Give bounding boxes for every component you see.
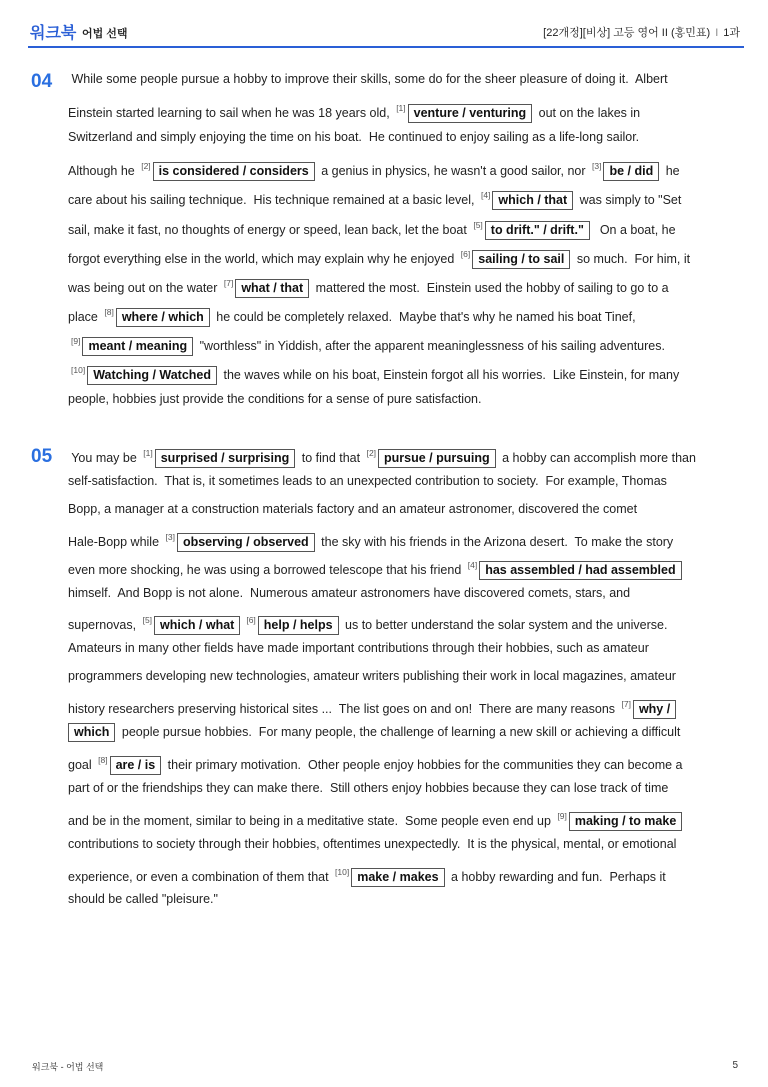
grammar-choice-box[interactable]: has assembled / had assembled (479, 561, 681, 580)
passage-line (68, 778, 668, 798)
page-number: 5 (732, 1060, 738, 1071)
grammar-choice-box[interactable]: pursue / pursuing (378, 449, 496, 468)
passage-line (68, 555, 685, 575)
passage-text: should be called "pleisure." (68, 892, 218, 907)
blank-number: [5] (142, 615, 153, 626)
blank-number: [10] (71, 365, 86, 375)
passage-line (68, 722, 680, 742)
passage-text: experience, or even a combination of them that (68, 869, 333, 884)
passage-text: forgot everything else in the world, which may explain why he enjoyed (68, 251, 458, 266)
passage-text: Bopp, a manager at a construction materials factory and an amateur astronomer, discovered the comet (68, 501, 638, 516)
grammar-choice-box[interactable]: make / makes (351, 868, 444, 887)
passage-text: "worthless" in Yiddish, after the apparent meaninglessness of his sailing adventures. (196, 338, 665, 353)
grammar-choice-box[interactable]: meant / meaning (82, 337, 193, 356)
passage-text: was simply to "Set (576, 193, 682, 208)
course-title: [22개정][비상] 고등 영어 II (홍민표) (543, 27, 711, 39)
passage-text: their primary motivation. Other people enjoy hobbies for the communities they can become a (164, 757, 683, 772)
passage-text: Switzerland and simply enjoying the time on his boat. He continued to enjoy sailing as a life-long sailor. (68, 130, 640, 145)
blank-number: [8] (98, 754, 108, 765)
passage-line (68, 156, 680, 179)
passage-line (68, 215, 676, 235)
passage-line (68, 806, 685, 826)
grammar-choice-box[interactable]: be / did (603, 162, 659, 181)
grammar-choice-box[interactable]: what / that (235, 279, 309, 298)
passage-text: to find that (298, 451, 364, 465)
lesson-label: 1과 (723, 27, 740, 39)
passage-text: On a boat, he (592, 222, 676, 237)
passage-line (68, 127, 639, 147)
question-number: 04 (31, 71, 53, 92)
passage-line (68, 750, 683, 770)
blank-number: [7] (621, 699, 631, 710)
passage-text: You may be (68, 451, 141, 465)
passage-line (68, 638, 649, 658)
passage-text: he (662, 164, 680, 179)
passage-text: the sky with his friends in the Arizona desert. To make the story (317, 534, 674, 549)
grammar-choice-box[interactable]: which / what (154, 616, 240, 635)
brand-title: 워크북 (30, 25, 77, 42)
grammar-choice-box[interactable]: is considered / considers (153, 162, 315, 181)
grammar-choice-box[interactable]: why / (633, 700, 676, 719)
blank-number: [9] (71, 335, 81, 346)
passage-line (68, 499, 637, 519)
passage-text: us to better understand the solar system and the universe. (341, 618, 668, 633)
passage-text: mattered the most. Einstein used the hobby of sailing to go to a (312, 280, 669, 295)
passage-text: the waves while on his boat, Einstein forgot all his worries. Like Einstein, for many (220, 368, 680, 382)
passage-text: people pursue hobbies. For many people, the challenge of learning a new skill or achieving a difficult (118, 725, 681, 739)
passage-line (68, 98, 641, 121)
blank-number: [5] (473, 219, 483, 230)
passage-text: Hale-Bopp while (68, 534, 163, 549)
blank-number: [1] (143, 448, 153, 458)
grammar-choice-box[interactable]: surprised / surprising (155, 449, 296, 468)
passage-line (68, 331, 665, 351)
passage-line (68, 389, 481, 409)
passage-text: Although he (68, 164, 139, 179)
grammar-choice-box[interactable]: which (68, 723, 115, 742)
passage-text: While some people pursue a hobby to improve their skills, some do for the sheer pleasure of doing it. Albert (68, 72, 668, 86)
passage-line (68, 834, 676, 854)
passage-line (68, 862, 666, 882)
passage-line (68, 273, 669, 293)
passage-text: supernovas, (68, 618, 140, 633)
passage-text: himself. And Bopp is not alone. Numerous amateur astronomers have discovered comets, stars, and (68, 585, 631, 600)
passage-line (68, 694, 679, 717)
passage-text: he could be completely relaxed. Maybe that's why he named his boat Tinef, (212, 309, 636, 324)
grammar-choice-box[interactable]: which / that (492, 191, 573, 210)
grammar-choice-box[interactable]: help / helps (258, 616, 339, 635)
page-header (28, 20, 744, 46)
passage-text: a hobby can accomplish more than (498, 451, 696, 465)
passage-text: Amateurs in many other fields have made important contributions through their hobbies, such as amateur (68, 641, 649, 656)
passage-text: part of or the friendships they can make there. Still others enjoy hobbies because they can lose track of time (68, 780, 669, 795)
passage-text: was being out on the water (68, 280, 221, 295)
passage-text: so much. For him, it (573, 251, 691, 266)
passage-text: a genius in physics, he wasn't a good sailor, nor (317, 164, 590, 179)
grammar-choice-box[interactable]: are / is (110, 756, 162, 775)
course-info (543, 24, 740, 40)
passage-text: programmers developing new technologies, amateur writers publishing their work in local magazines, amateur (68, 669, 676, 684)
passage-text: out on the lakes in (535, 106, 641, 121)
passage-line (68, 610, 668, 633)
grammar-choice-box[interactable]: sailing / to sail (472, 250, 570, 269)
passage-line (68, 666, 676, 686)
blank-number: [4] (480, 190, 491, 201)
section-subtitle: 어법 선택 (82, 28, 128, 40)
blank-number: [2] (366, 448, 377, 458)
passage-line (68, 360, 679, 380)
blank-number: [3] (165, 531, 175, 542)
blank-number: [7] (223, 277, 234, 288)
passage-text: and be in the moment, similar to being in a meditative state. Some people even end up (68, 813, 555, 828)
passage-line (68, 302, 636, 322)
blank-number: [1] (396, 103, 406, 114)
blank-number: [10] (335, 866, 350, 877)
passage-text: goal (68, 757, 96, 772)
blank-number: [8] (104, 306, 114, 317)
blank-number: [9] (557, 810, 567, 821)
header-divider (28, 46, 744, 48)
question-number: 05 (31, 446, 53, 467)
passage-line (68, 185, 682, 208)
grammar-choice-box[interactable]: where / which (116, 308, 210, 327)
passage-text: even more shocking, he was using a borrowed telescope that his friend (68, 562, 465, 577)
passage-line (68, 443, 696, 463)
passage-line (68, 244, 690, 264)
passage-text: a hobby rewarding and fun. Perhaps it (447, 869, 666, 884)
grammar-choice-box[interactable]: Watching / Watched (87, 366, 217, 385)
passage-text: self-satisfaction. That is, it sometimes leads to an unexpected contribution to society. For example, Thomas (68, 473, 667, 488)
footer-label: 워크북 - 어법 선택 (32, 1062, 104, 1072)
blank-number: [6] (246, 615, 256, 626)
blank-number: [2] (141, 161, 151, 172)
grammar-choice-box[interactable]: to drift." / drift." (485, 221, 590, 240)
passage-line (68, 527, 673, 547)
passage-line (68, 69, 668, 89)
blank-number: [3] (592, 161, 602, 172)
grammar-choice-box[interactable]: venture / venturing (408, 104, 533, 123)
passage-text: care about his sailing technique. His technique remained at a basic level, (68, 193, 478, 208)
passage-text: people, hobbies just provide the conditions for a sense of pure satisfaction. (68, 392, 482, 407)
passage-text: history researchers preserving historical sites ... The list goes on and on! There are many reasons (68, 702, 619, 717)
passage-line (68, 583, 630, 603)
blank-number: [6] (460, 248, 471, 259)
passage-line (68, 471, 667, 491)
passage-text: contributions to society through their hobbies, oftentimes unexpectedly. It is the physical, mental, or emotional (68, 836, 677, 851)
grammar-choice-box[interactable]: making / to make (569, 812, 682, 831)
header-separator: I (715, 27, 719, 39)
passage-text: Einstein started learning to sail when he was 18 years old, (68, 106, 394, 121)
passage-text: place (68, 309, 102, 324)
blank-number: [4] (467, 559, 478, 570)
passage-line (68, 889, 218, 909)
grammar-choice-box[interactable]: observing / observed (177, 533, 315, 552)
passage-text: sail, make it fast, no thoughts of energy or speed, lean back, let the boat (68, 222, 471, 237)
